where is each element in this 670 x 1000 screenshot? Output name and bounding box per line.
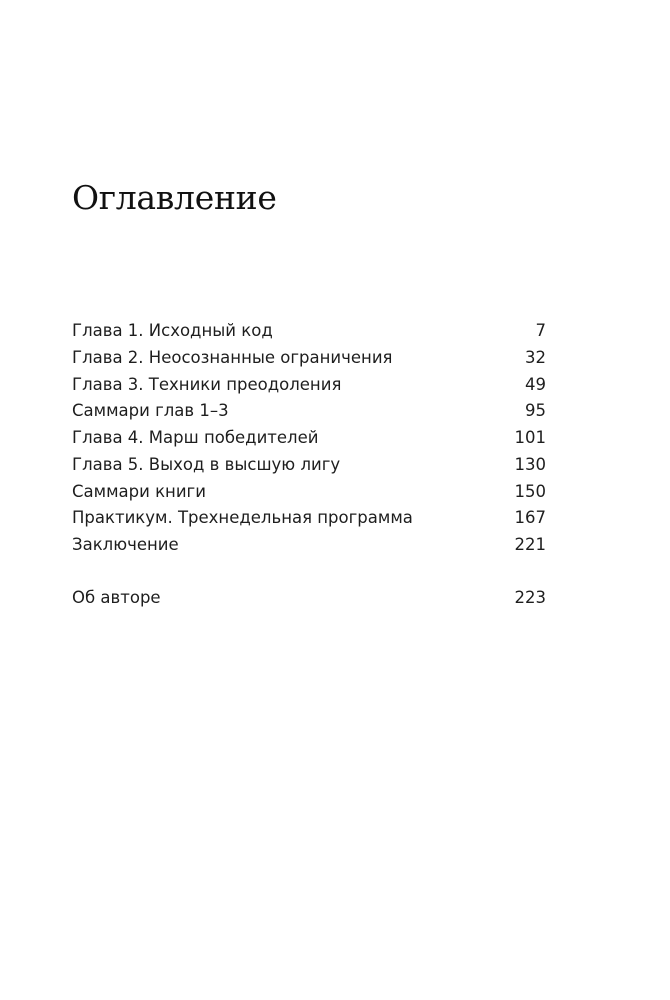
toc-entry-title: Саммари глав 1–3 bbox=[72, 401, 229, 421]
toc-entry-page: 167 bbox=[514, 508, 546, 528]
toc-entry-title: Заключение bbox=[72, 535, 179, 554]
toc-entry[interactable] bbox=[72, 505, 546, 532]
toc-entry[interactable] bbox=[72, 585, 546, 612]
table-of-contents bbox=[72, 318, 546, 612]
toc-main-group bbox=[72, 318, 546, 559]
toc-entry-title: Глава 2. Неосознанные ограничения bbox=[72, 347, 393, 367]
toc-entry-page: 32 bbox=[525, 347, 546, 367]
toc-entry[interactable] bbox=[72, 532, 546, 559]
toc-entry-page: 130 bbox=[514, 454, 546, 474]
toc-entry[interactable] bbox=[72, 372, 546, 399]
toc-entry[interactable] bbox=[72, 425, 546, 452]
toc-entry-page: 49 bbox=[525, 374, 546, 394]
toc-entry-title: Об авторе bbox=[72, 587, 161, 607]
toc-entry-page: 101 bbox=[514, 428, 546, 447]
toc-entry[interactable] bbox=[72, 479, 546, 506]
toc-entry-page: 150 bbox=[514, 481, 546, 501]
toc-entry-title: Глава 4. Марш победителей bbox=[72, 428, 319, 447]
toc-entry[interactable] bbox=[72, 452, 546, 479]
toc-entry-title: Саммари книги bbox=[72, 481, 206, 501]
toc-entry-page: 7 bbox=[535, 321, 546, 340]
toc-extra-group bbox=[72, 585, 546, 612]
toc-entry[interactable] bbox=[72, 398, 546, 425]
toc-entry[interactable] bbox=[72, 345, 546, 372]
toc-entry-title: Глава 3. Техники преодоления bbox=[72, 374, 342, 394]
toc-entry-title: Глава 1. Исходный код bbox=[72, 321, 273, 340]
toc-entry-page: 95 bbox=[525, 401, 546, 421]
page-title: Оглавление bbox=[72, 178, 277, 217]
toc-entry-page: 221 bbox=[514, 535, 546, 554]
toc-entry-title: Глава 5. Выход в высшую лигу bbox=[72, 454, 341, 474]
toc-entry-page: 223 bbox=[514, 587, 546, 607]
toc-entry-title: Практикум. Трехнедельная программа bbox=[72, 508, 413, 528]
toc-entry[interactable] bbox=[72, 318, 546, 345]
